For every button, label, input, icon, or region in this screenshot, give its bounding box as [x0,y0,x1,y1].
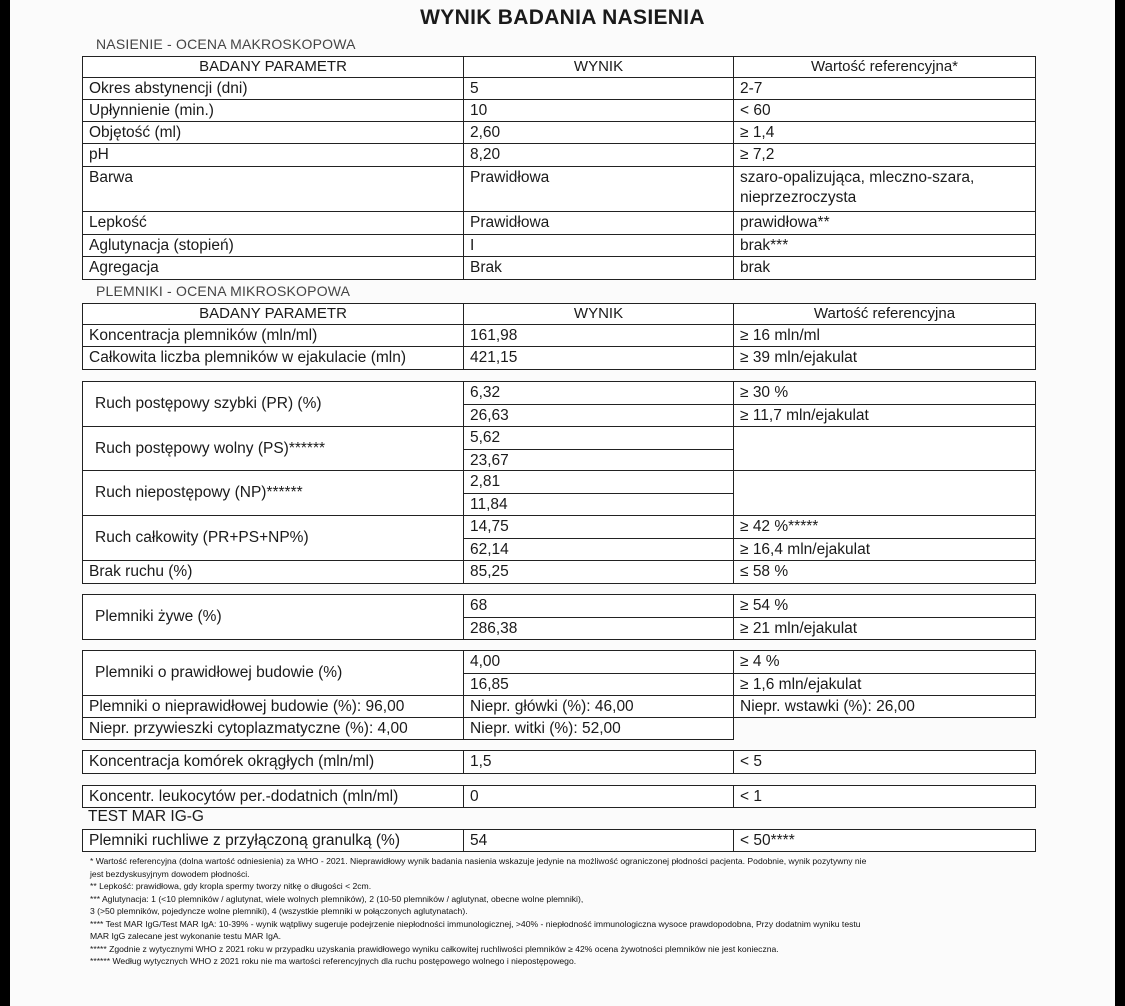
reference-cell: ≥ 7,2 [733,143,1036,167]
divider [464,538,733,539]
result-cell [463,426,734,471]
param-cell: Ruch całkowity (PR+PS+NP%) [82,515,464,561]
report-title: WYNIK BADANIA NASIENIA [420,6,705,29]
result-cell: 421,15 [463,346,734,370]
reference-cell [733,515,1036,561]
divider [464,617,733,618]
reference-count: ≥ 16,4 mln/ejakulat [740,541,870,558]
divider [464,404,733,405]
table-row [82,256,1036,280]
result-count: 26,63 [470,407,509,424]
abnormal-heads-cell: Niepr. główki (%): 46,00 [463,695,734,718]
header-result: WYNIK [463,56,734,78]
table-row [82,717,1036,740]
result-cell [463,381,734,427]
reference-percent: ≥ 54 % [740,597,789,614]
footnote-1-cont: jest bezdyskusyjnym dowodem płodności. [90,868,250,879]
footnote-3: *** Aglutynacja: 1 (<10 plemników / aglutynat, wiele wolnych plemników), 2 (10-50 plemników / aglutynat, obecne wolne plemniki), [90,893,584,904]
table-row [82,211,1036,235]
result-cell [463,515,734,561]
table-row [82,650,1036,696]
reference-cell: < 50**** [733,829,1036,852]
result-count: 11,84 [470,496,508,513]
abnormal-droplets-cell: Niepr. przywieszki cytoplazmatyczne (%): 4,00 [82,717,464,740]
reference-percent: ≥ 42 %***** [740,518,819,535]
divider [464,449,733,450]
result-cell: 1,5 [463,750,734,774]
mar-section-title: TEST MAR IG-G [88,808,204,825]
micro-header-row [82,303,1036,325]
divider [464,493,733,494]
result-count: 62,14 [470,541,509,558]
result-percent: 4,00 [470,653,501,670]
reference-cell: < 5 [733,750,1036,774]
macro-header-row [82,56,1036,78]
result-cell: 85,25 [463,560,734,584]
reference-count: ≥ 1,6 mln/ejakulat [740,676,862,693]
reference-cell: prawidłowa** [733,211,1036,235]
reference-percent: ≥ 30 % [740,384,789,401]
footnote-4: **** Test MAR IgG/Test MAR IgA: 10-39% - wynik wątpliwy sugeruje podejrzenie niepłodności immunologicznej, >40% - niepłodność immunologiczna wysoce prawdopodobna, Przy dodatnim wyniku testu [90,918,861,929]
param-cell: Upłynnienie (min.) [82,99,464,122]
result-cell: Prawidłowa [463,166,734,212]
table-row [82,121,1036,144]
table-row [82,99,1036,122]
result-cell [463,650,734,696]
result-cell: 5 [463,77,734,100]
table-row [82,594,1036,640]
result-cell: 161,98 [463,324,734,347]
reference-cell: < 1 [733,785,1036,808]
param-cell: Koncentracja komórek okrągłych (mln/ml) [82,750,464,774]
reference-cell: < 60 [733,99,1036,122]
abnormal-midpiece-cell: Niepr. wstawki (%): 26,00 [733,695,1036,718]
param-cell: Aglutynacja (stopień) [82,234,464,257]
param-cell: Plemniki ruchliwe z przyłączoną granulką (%) [82,829,464,852]
header-reference: Wartość referencyjna [733,303,1036,325]
reference-cell: 2-7 [733,77,1036,100]
table-row [82,324,1036,347]
divider [734,673,1035,674]
param-cell: Brak ruchu (%) [82,560,464,584]
scan-border [0,0,10,1006]
param-cell: Lepkość [82,211,464,235]
divider [464,673,733,674]
footnote-5: ***** Zgodnie z wytycznymi WHO z 2021 roku w przypadku uzyskania prawidłowego wyniku całkowitej ruchliwości plemników ≥ 42% ocena żywotności plemników nie jest konieczna. [90,943,779,954]
micro-section-title: PLEMNIKI - OCENA MIKROSKOPOWA [96,283,351,299]
reference-cell: brak*** [733,234,1036,257]
param-cell: Objętość (ml) [82,121,464,144]
param-cell: Ruch postępowy wolny (PS)****** [82,426,464,471]
reference-cell: ≥ 39 mln/ejakulat [733,346,1036,370]
table-row [82,77,1036,100]
abnormal-morphology-cell: Plemniki o nieprawidłowej budowie (%): 96,00 [82,695,464,718]
result-percent: 5,62 [470,429,501,446]
divider [734,617,1035,618]
param-cell: Całkowita liczba plemników w ejakulacie (mln) [82,346,464,370]
empty-cell [733,717,1036,740]
reference-cell [733,381,1036,427]
table-row [82,695,1036,718]
macro-section-title: NASIENIE - OCENA MAKROSKOPOWA [96,36,356,52]
result-count: 286,38 [470,620,518,637]
reference-cell: ≥ 16 mln/ml [733,324,1036,347]
footnote-6: ****** Według wytycznych WHO z 2021 roku nie ma wartości referencyjnych dla ruchu postępowego wolnego i niepostępowego. [90,956,577,966]
table-row [82,515,1036,561]
reference-cell: brak [733,256,1036,280]
param-cell: Barwa [82,166,464,212]
result-percent: 14,75 [470,518,509,535]
footnote-1: * Wartość referencyjna (dolna wartość odniesienia) za WHO - 2021. Nieprawidłowy wynik badania nasienia wskazuje jedynie na możliwość ograniczonej płodności pacjenta. Podobnie, wynik pozytywny nie [90,856,867,866]
table-row [82,426,1036,471]
reference-cell: ≤ 58 % [733,560,1036,584]
param-cell: pH [82,143,464,167]
result-cell: 54 [463,829,734,852]
result-cell: Prawidłowa [463,211,734,235]
reference-count: ≥ 21 mln/ejakulat [740,620,858,637]
table-row [82,470,1036,516]
divider [734,538,1035,539]
table-row [82,234,1036,257]
param-cell: Okres abstynencji (dni) [82,77,464,100]
table-row [82,750,1036,774]
param-cell: Ruch niepostępowy (NP)****** [82,470,464,516]
result-percent: 2,81 [470,473,501,490]
table-row [82,143,1036,167]
reference-cell [733,594,1036,640]
table-row [82,785,1036,808]
param-cell: Agregacja [82,256,464,280]
footnotes [90,855,1050,968]
reference-cell: szaro-opalizująca, mleczno-szara, nieprzezroczysta [733,166,1036,212]
param-cell: Ruch postępowy szybki (PR) (%) [82,381,464,427]
param-cell: Koncentr. leukocytów per.-dodatnich (mln/ml) [82,785,464,808]
result-count: 23,67 [470,452,509,469]
result-count: 16,85 [470,676,509,693]
table-row [82,829,1036,852]
header-param: BADANY PARAMETR [82,303,464,325]
footnote-2: ** Lepkość: prawidłowa, gdy kropla spermy tworzy nitkę o długości < 2cm. [90,881,372,891]
header-param: BADANY PARAMETR [82,56,464,78]
result-cell [463,470,734,516]
result-percent: 68 [470,597,488,614]
result-cell: 0 [463,785,734,808]
reference-cell [733,650,1036,696]
table-row [82,346,1036,370]
result-cell: 8,20 [463,143,734,167]
result-cell: Brak [463,256,734,280]
result-cell: 10 [463,99,734,122]
param-cell: Koncentracja plemników (mln/ml) [82,324,464,347]
abnormal-tails-cell: Niepr. witki (%): 52,00 [463,717,734,740]
table-row [82,381,1036,427]
reference-cell [733,470,1036,516]
header-reference: Wartość referencyjna* [733,56,1036,78]
report-page [10,0,1115,1006]
footnote-4-cont: MAR IgG zalecane jest wykonanie testu MAR IgA. [90,931,282,941]
reference-percent: ≥ 4 % [740,653,780,670]
result-cell [463,594,734,640]
reference-cell [733,426,1036,471]
result-cell: I [463,234,734,257]
param-cell: Plemniki o prawidłowej budowie (%) [82,650,464,696]
reference-cell: ≥ 1,4 [733,121,1036,144]
result-percent: 6,32 [470,384,501,401]
param-cell: Plemniki żywe (%) [82,594,464,640]
table-row [82,560,1036,584]
divider [734,404,1035,405]
reference-count: ≥ 11,7 mln/ejakulat [740,407,869,424]
result-cell: 2,60 [463,121,734,144]
header-result: WYNIK [463,303,734,325]
table-row [82,166,1036,212]
footnote-3-cont: 3 (>50 plemników, pojedyncze wolne plemniki), 4 (wszystkie plemniki w połączonych aglutynatach). [90,906,468,916]
